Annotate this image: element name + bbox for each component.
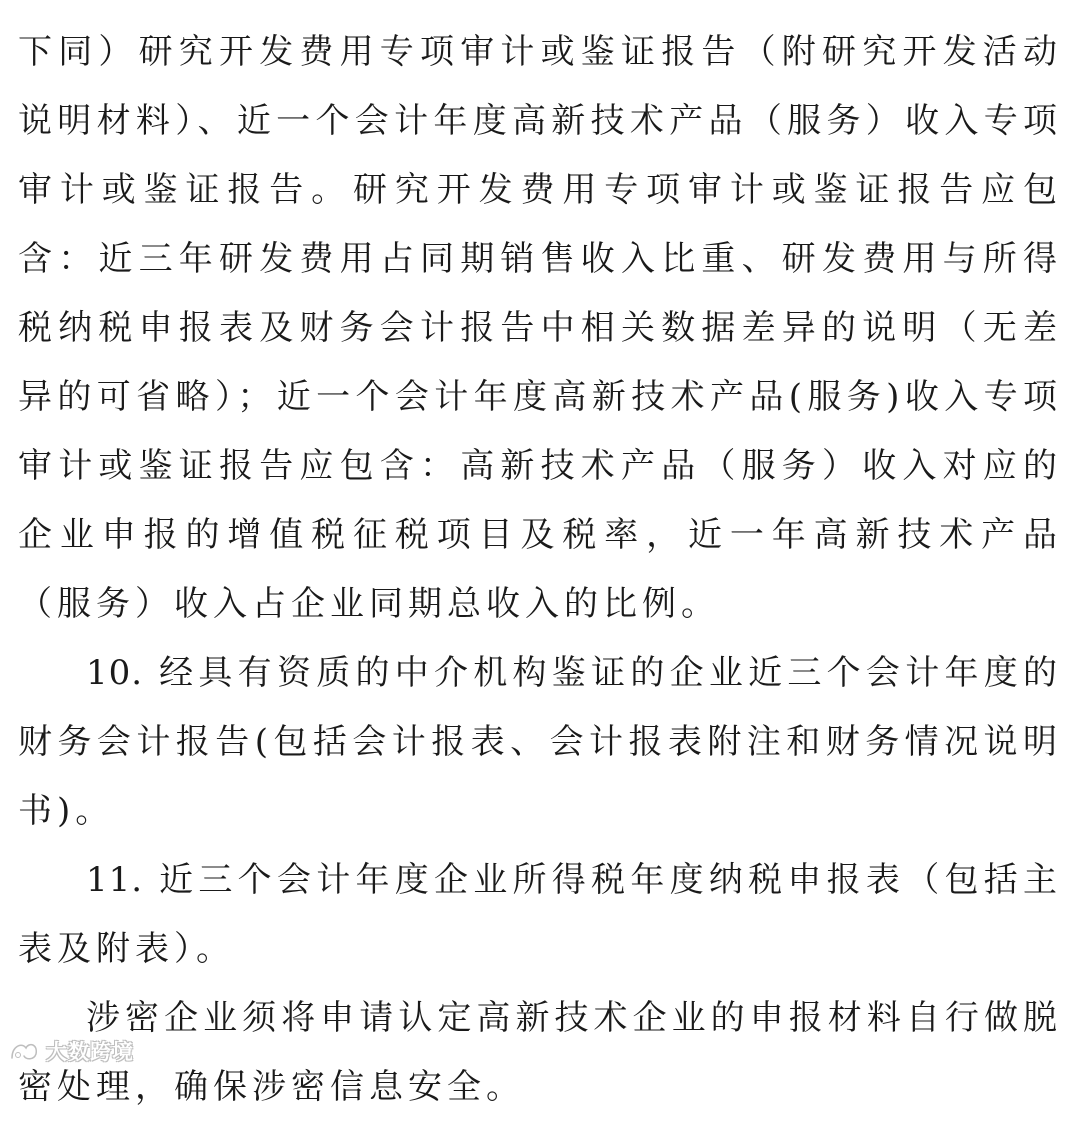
- brand-logo-icon: [8, 1038, 42, 1064]
- paragraph-text: 涉密企业须将申请认定高新技术企业的申报材料自行做脱密处理，确保涉密信息安全。: [18, 998, 1062, 1107]
- paragraph-continuation: [18, 18, 1062, 639]
- watermark-text: 大数跨境: [46, 1040, 134, 1064]
- paragraph-text: 下同）研究开发费用专项审计或鉴证报告（附研究开发活动说明材料）、近一个会计年度高新技术产品（服务）收入专项审计或鉴证报告。研究开发费用专项审计或鉴证报告应包含：近三年研发费用占同期销售收入比重、研发费用与所得税纳税申报表及财务会计报告中相关数据差异的说明（无差异的可省略）；近一个会计年度高新技术产品(服务)收入专项审计或鉴证报告应包含：高新技术产品（服务）收入对应的企业申报的增值税征税项目及税率，近一年高新技术产品（服务）收入占企业同期总收入的比例。: [18, 32, 1062, 624]
- paragraph-item-10: [18, 639, 1062, 846]
- watermark: [8, 1036, 134, 1066]
- paragraph-text: 经具有资质的中介机构鉴证的企业近三个会计年度的财务会计报告(包括会计报表、会计报表附注和财务情况说明书)。: [18, 653, 1062, 831]
- paragraph-note: [18, 984, 1062, 1122]
- paragraph-item-11: [18, 846, 1062, 984]
- paragraph-text: 近三个会计年度企业所得税年度纳税申报表（包括主表及附表）。: [18, 860, 1062, 969]
- item-number: 11.: [86, 860, 144, 900]
- document-body: [18, 18, 1062, 1122]
- item-number: 10.: [86, 653, 144, 693]
